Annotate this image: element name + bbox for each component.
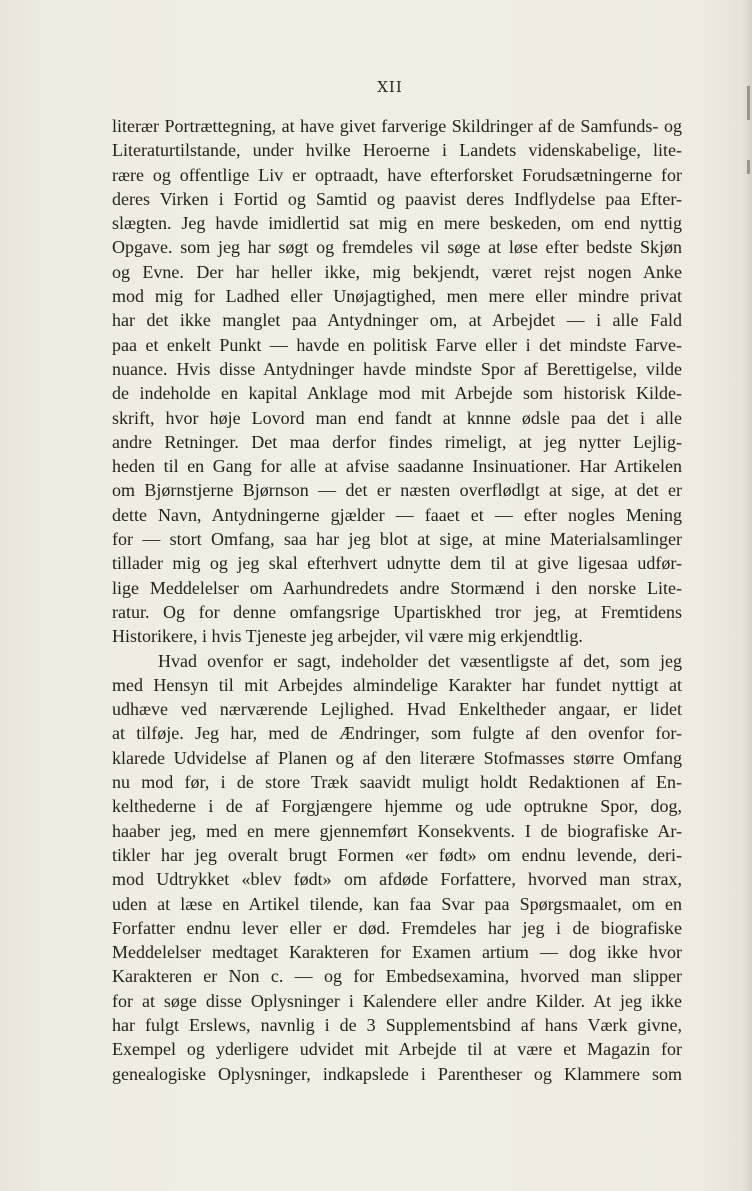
text-line: Karakteren er Non c. — og for Embedsexamina, hvorved man slipper (112, 966, 682, 987)
text-line: tillader mig og jeg skal efterhvert udnytte dem til at give ligesaa udfør- (112, 553, 682, 574)
text-line: heden til en Gang for alle at afvise saadanne Insinuationer. Har Artikelen (112, 456, 682, 477)
text-line: nuance. Hvis disse Antydninger havde mindste Spor af Berettigelse, vilde (112, 358, 682, 379)
text-line: Exempel og yderligere udvidet mit Arbejde til at være et Magazin for (112, 1039, 682, 1060)
text-line: haaber jeg, med en mere gjennemført Konsekvents. I de biografiske Ar- (112, 820, 682, 841)
text-line: om Bjørnstjerne Bjørnson — det er næsten overflødlgt at sige, at det er (112, 480, 682, 501)
page-edge (742, 0, 752, 1191)
text-line: dette Navn, Antydningerne gjælder — faaet et — efter nogles Mening (112, 504, 682, 525)
text-line: klarede Udvidelse af Planen og af den literære Stofmasses større Omfang (112, 747, 682, 768)
text-line: Opgave. som jeg har søgt og fremdeles vil søge at løse efter bedste Skjøn (112, 237, 682, 258)
text-line: andre Retninger. Det maa derfor findes rimeligt, at jeg nytter Lejlig- (112, 431, 682, 452)
text-line: slægten. Jeg havde imidlertid sat mig en mere beskeden, om end nyttig (112, 213, 682, 234)
text-line: og Evne. Der har heller ikke, mig bekjendt, været rejst nogen Anke (112, 261, 682, 282)
text-line: mod Udtrykket «blev født» om afdøde Forfattere, hvorved man strax, (112, 869, 682, 890)
text-line: lige Meddelelser om Aarhundredets andre Stormænd i den norske Lite- (112, 577, 682, 598)
text-line: uden at læse en Artikel tilende, kan faa Svar paa Spørgsmaalet, om en (112, 893, 682, 914)
text-line: deres Virken i Fortid og Samtid og paavist deres Indflydelse paa Efter- (112, 188, 682, 209)
text-line: med Hensyn til mit Arbejdes almindelige Karakter har fundet nyttigt at (112, 674, 682, 695)
text-line: Meddelelser medtaget Karakteren for Examen artium — dog ikke hvor (112, 942, 682, 963)
text-line: paa et enkelt Punkt — havde en politisk Farve eller i det mindste Farve- (112, 334, 682, 355)
text-line: tikler har jeg overalt brugt Formen «er født» om endnu levende, deri- (112, 844, 682, 865)
body-text (112, 114, 682, 1086)
text-line: skrift, hvor høje Lovord man end fandt at knnne ødsle paa det i alle (112, 407, 682, 428)
text-line: udhæve ved nærværende Lejlighed. Hvad Enkeltheder angaar, er lidet (112, 699, 682, 720)
text-line-paragraph-start: Hvad ovenfor er sagt, indeholder det væsentligste af det, som jeg (158, 650, 682, 671)
text-line: ratur. Og for denne omfangsrige Upartiskhed tror jeg, at Fremtidens (112, 601, 682, 622)
text-line: for at søge disse Oplysninger i Kalendere eller andre Kilder. At jeg ikke (112, 990, 682, 1011)
page-edge-mark (747, 160, 750, 174)
text-line: genealogiske Oplysninger, indkapslede i Parentheser og Klammere som (112, 1063, 682, 1084)
text-line: mod mig for Ladhed eller Unøjagtighed, men mere eller mindre privat (112, 286, 682, 307)
text-line: nu mod før, i de store Træk saavidt muligt holdt Redaktionen af En- (112, 772, 682, 793)
text-line: kelthederne i de af Forgjængere hjemme og ude optrukne Spor, dog, (112, 796, 682, 817)
text-line: Literaturtilstande, under hvilke Heroerne i Landets videnskabelige, lite- (112, 140, 682, 161)
text-line: har det ikke manglet paa Antydninger om, at Arbejdet — i alle Fald (112, 310, 682, 331)
text-line: at tilføje. Jeg har, med de Ændringer, som fulgte af den ovenfor for- (112, 723, 682, 744)
text-line: rære og offentlige Liv er optraadt, have efterforsket Forudsætningerne for (112, 164, 682, 185)
text-line-paragraph-end: Historikere, i hvis Tjeneste jeg arbejder, vil være mig erkjendtlig. (112, 626, 583, 647)
page-number: XII (377, 78, 403, 96)
text-line: Forfatter endnu lever eller er død. Fremdeles har jeg i de biografiske (112, 917, 682, 938)
text-line: for — stort Omfang, saa har jeg blot at sige, at mine Materialsamlinger (112, 529, 682, 550)
text-line: literær Portrættegning, at have givet farverige Skildringer af de Samfunds- og (112, 116, 682, 136)
text-line: har fulgt Erslews, navnlig i de 3 Supplementsbind af hans Værk givne, (112, 1014, 682, 1035)
text-line: de indeholde en kapital Anklage mod mit Arbejde som historisk Kilde- (112, 383, 682, 404)
